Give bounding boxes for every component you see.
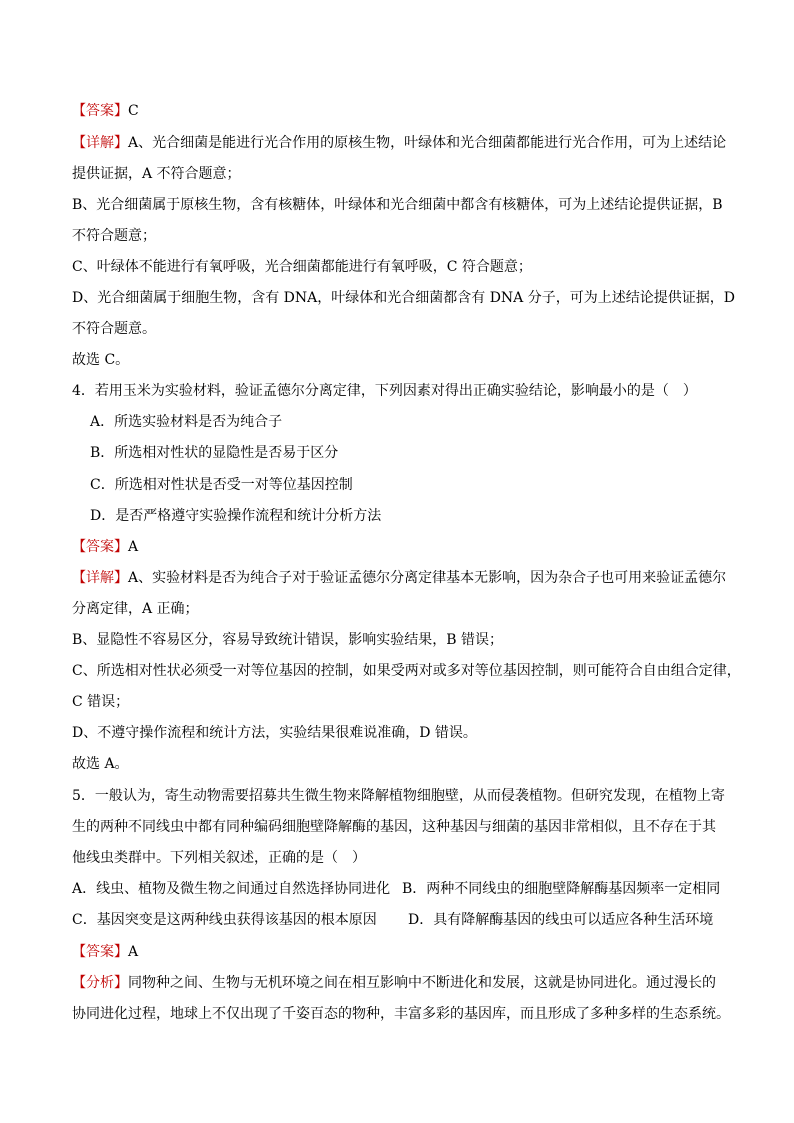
q5-analysis-text: 同物种之间、生物与无机环境之间在相互影响中不断进化和发展，这就是协同进化。通过漫长的 [128,975,716,991]
q5-option-c: C．基因突变是这两种线虫获得该基因的根本原因 [72,912,377,928]
q4-option-a: A．所选实验材料是否为纯合子 [90,414,283,430]
q5-stem: 生的两种不同线虫中都有同种编码细胞壁降解酶的基因，这种基因与细菌的基因非常相似，且不存在于其 [72,819,716,835]
q3-answer-line [72,101,732,121]
analysis-tag: 【分析】 [72,975,128,991]
answer-tag: 【答案】 [72,539,128,555]
q3-detail-line [72,133,732,153]
q4-detail-text: A、实验材料是否为纯合子对于验证孟德尔分离定律基本无影响，因为杂合子也可用来验证孟德尔 [128,570,727,586]
q4-conclusion: 故选 A。 [72,756,129,772]
q5-option-d: D．具有降解酶基因的线虫可以适应各种生活环境 [408,912,714,928]
q4-detail-text: B、显隐性不容易区分，容易导致统计错误，影响实验结果，B 错误； [72,632,504,648]
q5-analysis-text: 协同进化过程，地球上不仅出现了千姿百态的物种，丰富多彩的基因库，而且形成了多种多样的生态系统。 [72,1006,730,1022]
answer-tag: 【答案】 [72,103,128,119]
q3-detail-text: 不符合题意； [72,228,156,244]
answer-tag: 【答案】 [72,944,128,960]
q3-conclusion: 故选 C。 [72,352,130,368]
q4-detail-text: 分离定律，A 正确； [72,601,199,617]
q5-option-b: B．两种不同线虫的细胞壁降解酶基因频率一定相同 [402,881,721,897]
detail-tag: 【详解】 [72,135,128,151]
q3-detail-text: B、光合细菌属于原核生物，含有核糖体，叶绿体和光合细菌中都含有核糖体，可为上述结论提供证据，B [72,197,723,213]
q5-options-row-2 [72,910,732,930]
q4-stem: 4．若用玉米为实验材料，验证孟德尔分离定律，下列因素对得出正确实验结论，影响最小的是（ ） [72,383,697,399]
q4-detail-line [72,568,732,588]
q5-option-a: A．线虫、植物及微生物之间通过自然选择协同进化 [72,881,391,897]
q5-stem: 他线虫类群中。下列相关叙述，正确的是（ ） [72,850,366,866]
q4-detail-text: D、不遵守操作流程和统计方法，实验结果很难说准确，D 错误。 [72,725,477,741]
q3-detail-text: C、叶绿体不能进行有氧呼吸，光合细菌都能进行有氧呼吸，C 符合题意； [72,259,532,275]
q3-detail-text: D、光合细菌属于细胞生物，含有 DNA，叶绿体和光合细菌都含有 DNA 分子，可为上述结论提供证据，D [72,290,735,306]
q5-answer-line [72,942,732,962]
detail-tag: 【详解】 [72,570,128,586]
q4-option-b: B．所选相对性状的显隐性是否易于区分 [90,445,339,461]
q3-detail-text: 提供证据，A 不符合题意； [72,166,241,182]
q4-option-c: C．所选相对性状是否受一对等位基因控制 [90,477,353,493]
q4-detail-text: C 错误； [72,694,130,710]
q5-answer-value: A [128,944,139,960]
q4-answer-line [72,537,732,557]
q3-answer-value: C [128,103,139,119]
q5-options-row-1 [72,879,732,899]
q3-detail-text: 不符合题意。 [72,321,156,337]
q4-option-d: D．是否严格遵守实验操作流程和统计分析方法 [90,508,382,524]
q3-detail-text: A、光合细菌是能进行光合作用的原核生物，叶绿体和光合细菌都能进行光合作用，可为上述结论 [128,135,727,151]
q5-stem: 5．一般认为，寄生动物需要招募共生微生物来降解植物细胞壁，从而侵袭植物。但研究发现，在植物上寄 [72,788,725,804]
q4-detail-text: C、所选相对性状必须受一对等位基因的控制，如果受两对或多对等位基因控制，则可能符合自由组合定律， [72,663,741,679]
q4-answer-value: A [128,539,139,555]
q5-analysis-line [72,973,732,993]
